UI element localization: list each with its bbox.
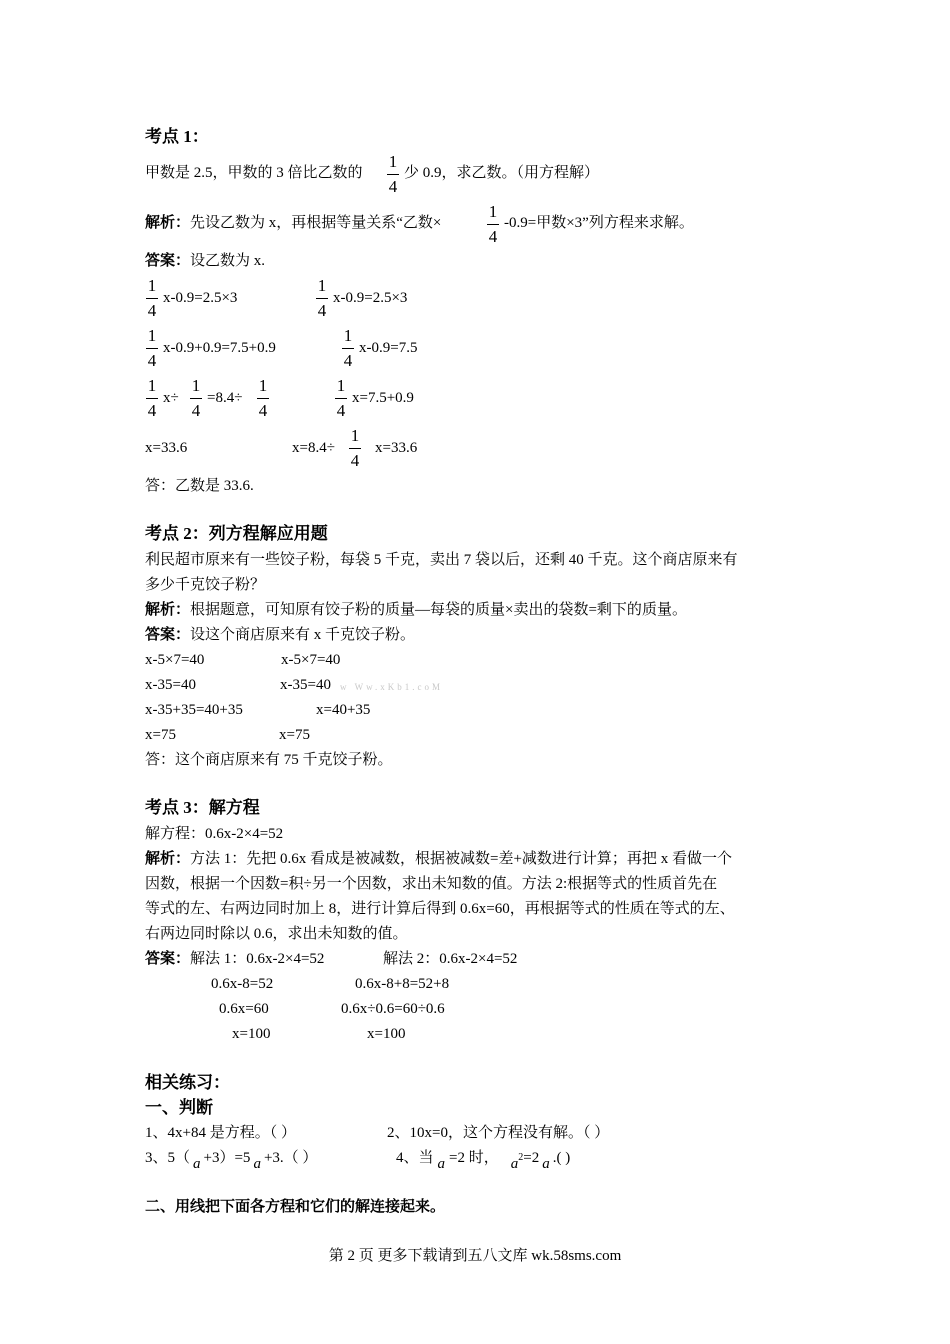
section1-analysis: 解析：先设乙数为 x，再根据等量关系“乙数× bbox=[145, 215, 442, 231]
equation-line: x=100 bbox=[232, 1026, 271, 1042]
fraction-quarter: 1 4 bbox=[147, 276, 157, 320]
section2-conclusion: 答：这个商店原来有 75 千克饺子粉。 bbox=[145, 752, 393, 768]
section3-analysis-line3: 等式的左、右两边同时加上 8，进行计算后得到 0.6x=60，再根据等式的性质在等式的左、 bbox=[145, 901, 735, 917]
fraction-quarter: 1 4 bbox=[317, 276, 327, 320]
section1-heading: 考点 1： bbox=[145, 127, 209, 146]
page-footer: 第 2 页 更多下载请到五八文库 wk.58sms.com bbox=[328, 1248, 622, 1264]
section2-question-line2: 多少千克饺子粉？ bbox=[145, 577, 266, 593]
equation-line: x-35=40 bbox=[145, 677, 196, 693]
fraction-quarter: 1 4 bbox=[147, 326, 157, 370]
practice-item-4: 4、当 a =2 时， a2=2 a .( ) bbox=[396, 1150, 571, 1172]
equation-line: x=75 bbox=[279, 727, 310, 743]
fraction-quarter: 1 4 bbox=[388, 152, 398, 196]
fraction-quarter: 1 4 bbox=[258, 376, 268, 420]
section3-analysis-line4: 右两边同时除以 0.6，求出未知数的值。 bbox=[145, 926, 408, 942]
equation-text: x÷ bbox=[163, 390, 179, 406]
equation-line: x-0.9=2.5×3 bbox=[333, 290, 408, 306]
section1-question-b: 少 0.9，求乙数。（用方程解） bbox=[404, 165, 600, 181]
practice-part2-heading: 二、用线把下面各方程和它们的解连接起来。 bbox=[145, 1199, 446, 1215]
equation-line: x-0.9=2.5×3 bbox=[163, 290, 238, 306]
equation-line: x-35=40 bbox=[280, 677, 331, 693]
section3-heading: 考点 3：解方程 bbox=[145, 798, 260, 817]
section1-question-a: 甲数是 2.5，甲数的 3 倍比乙数的 bbox=[145, 165, 363, 181]
equation-text: x=33.6 bbox=[375, 440, 418, 456]
equation-line: x-0.9+0.9=7.5+0.9 bbox=[163, 340, 276, 356]
section3-method2-heading: 解法 2：0.6x-2×4=52 bbox=[383, 951, 518, 967]
equation-line: 0.6x÷0.6=60÷0.6 bbox=[341, 1001, 445, 1017]
equation-line: x=40+35 bbox=[316, 702, 371, 718]
section1-analysis-b: -0.9=甲数×3”列方程来求解。 bbox=[504, 215, 694, 231]
equation-line: 0.6x=60 bbox=[219, 1001, 269, 1017]
fraction-quarter: 1 4 bbox=[336, 376, 346, 420]
equation-line: x-0.9=7.5 bbox=[359, 340, 418, 356]
practice-part1-heading: 一、判断 bbox=[145, 1098, 213, 1117]
section2-heading: 考点 2：列方程解应用题 bbox=[145, 524, 328, 543]
equation-line: x-5×7=40 bbox=[145, 652, 205, 668]
practice-heading: 相关练习： bbox=[145, 1073, 230, 1092]
section3-answer: 答案：解法 1：0.6x-2×4=52 bbox=[145, 951, 325, 967]
equation-line: x=100 bbox=[367, 1026, 406, 1042]
practice-item-1: 1、4x+84 是方程。（ ） bbox=[145, 1125, 296, 1141]
section3-analysis-line1: 解析：方法 1：先把 0.6x 看成是被减数，根据被减数=差+减数进行计算；再把 x 看做一个 bbox=[145, 851, 732, 867]
section3-question: 解方程：0.6x-2×4=52 bbox=[145, 826, 284, 842]
practice-item-2: 2、10x=0，这个方程没有解。（ ） bbox=[387, 1125, 610, 1141]
section1-answer: 答案：设乙数为 x. bbox=[145, 253, 266, 269]
equation-line: 0.6x-8+8=52+8 bbox=[355, 976, 450, 992]
equation-line: x=33.6 bbox=[145, 440, 188, 456]
equation-text: =8.4÷ bbox=[207, 390, 243, 406]
watermark: w Ww.xKb1.coM bbox=[340, 682, 443, 692]
section1-conclusion: 答：乙数是 33.6. bbox=[145, 478, 254, 494]
fraction-quarter: 1 4 bbox=[350, 426, 360, 470]
section2-analysis: 解析：根据题意，可知原有饺子粉的质量—每袋的质量×卖出的袋数=剩下的质量。 bbox=[145, 602, 687, 618]
section2-answer: 答案：设这个商店原来有 x 千克饺子粉。 bbox=[145, 627, 416, 643]
equation-line: x-35+35=40+35 bbox=[145, 702, 243, 718]
section3-analysis-line2: 因数，根据一个因数=积÷另一个因数，求出未知数的值。方法 2:根据等式的性质首先在 bbox=[145, 876, 718, 892]
equation-text: x=8.4÷ bbox=[292, 440, 335, 456]
fraction-quarter: 1 4 bbox=[343, 326, 353, 370]
equation-line: 0.6x-8=52 bbox=[211, 976, 274, 992]
section2-question-line1: 利民超市原来有一些饺子粉，每袋 5 千克，卖出 7 袋以后，还剩 40 千克。这个商店原来有 bbox=[145, 552, 738, 568]
fraction-quarter: 1 4 bbox=[488, 202, 498, 246]
equation-line: x=7.5+0.9 bbox=[352, 390, 414, 406]
equation-line: x=75 bbox=[145, 727, 176, 743]
practice-item-3: 3、5（ a +3）=5 a +3.（ ） bbox=[145, 1150, 318, 1172]
fraction-quarter: 1 4 bbox=[191, 376, 201, 420]
equation-line: x-5×7=40 bbox=[281, 652, 341, 668]
fraction-quarter: 1 4 bbox=[147, 376, 157, 420]
